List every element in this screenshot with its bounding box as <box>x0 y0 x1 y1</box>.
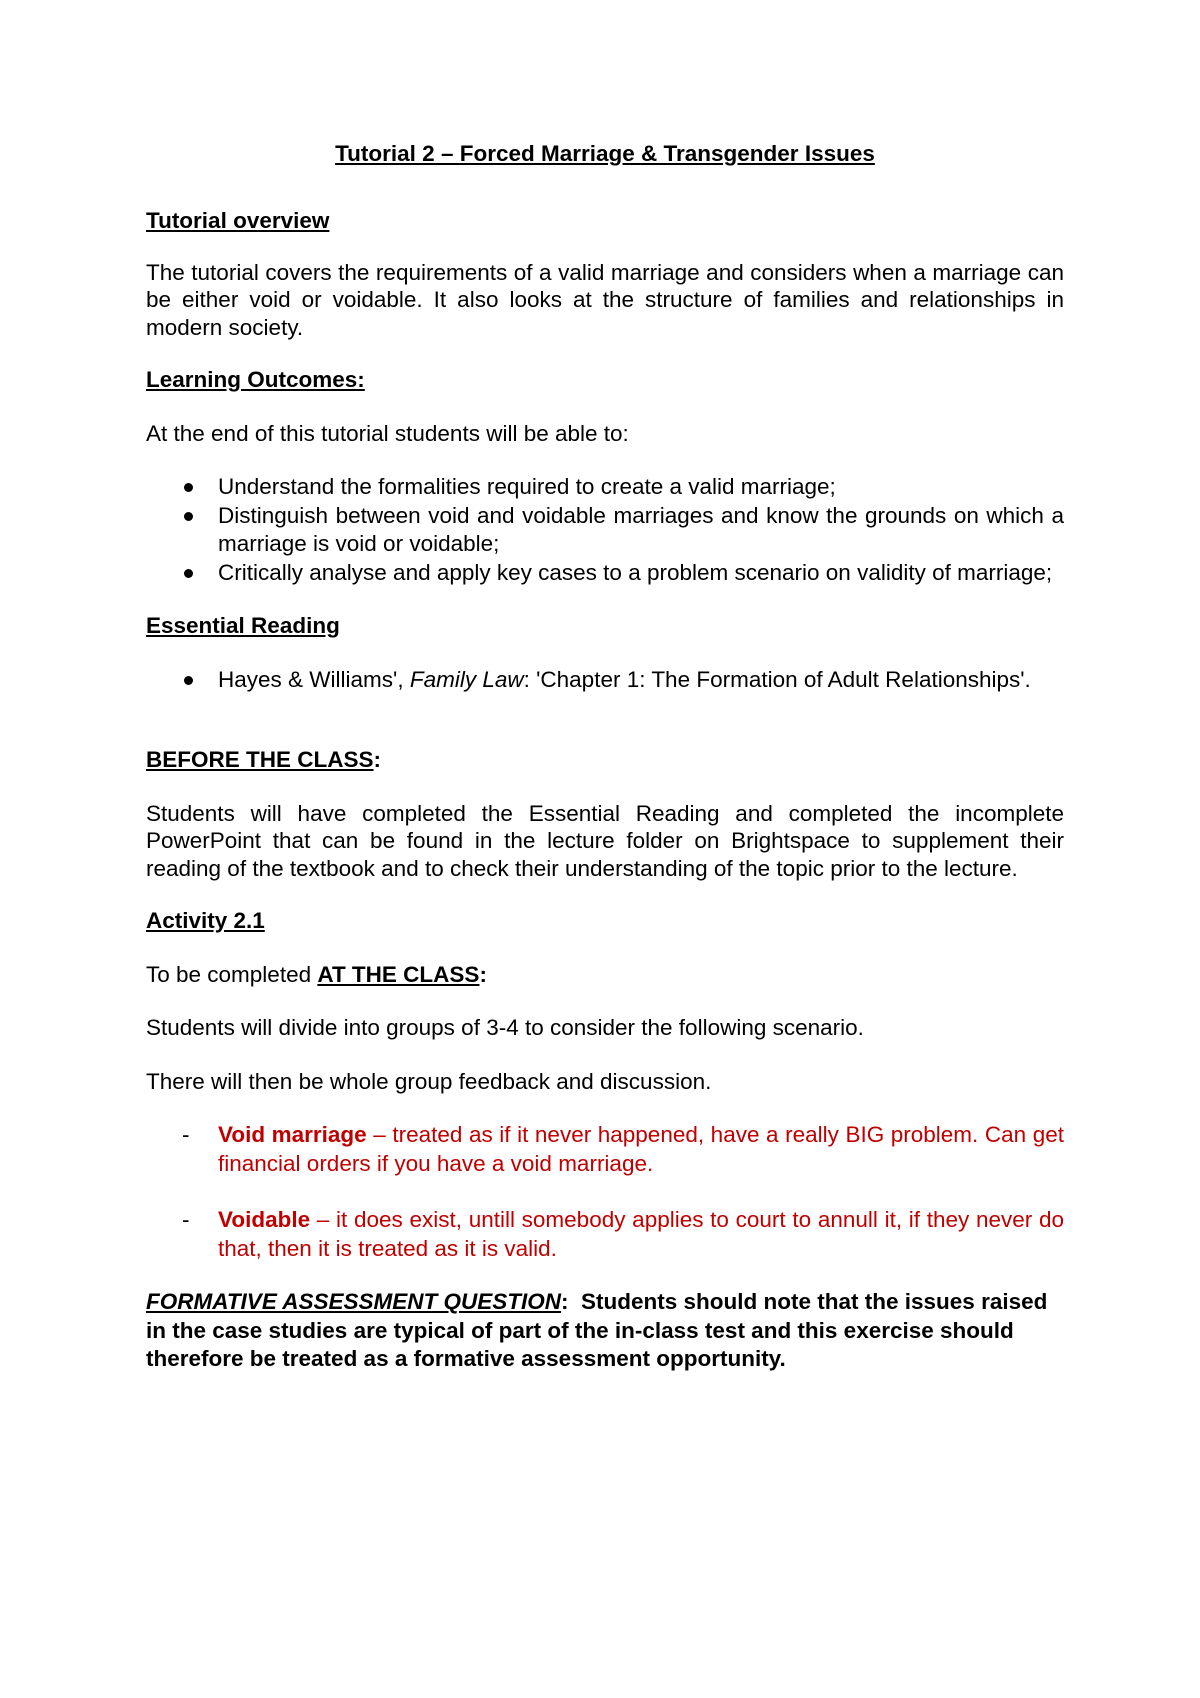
before-class-text: Students will have completed the Essential Reading and completed the incomplete PowerPoint that can be found in the lecture folder on Brightspace to supplement their reading of the textbook and to check their understanding of the topic prior to the lecture. <box>146 800 1064 881</box>
void-marriage-term: Void marriage <box>218 1122 367 1147</box>
before-class-heading: BEFORE THE CLASS <box>146 747 374 772</box>
bullet-icon <box>184 676 193 685</box>
list-item: Understand the formalities required to create a valid marriage; <box>146 473 1064 502</box>
activity-groups-text: Students will divide into groups of 3-4 to consider the following scenario. <box>146 1015 864 1040</box>
document-title: Tutorial 2 – Forced Marriage & Transgender Issues <box>335 141 875 166</box>
bullet-icon <box>184 569 193 578</box>
essential-reading-list <box>146 666 1064 695</box>
bullet-icon <box>184 512 193 521</box>
dash-marker: - <box>182 1122 190 1147</box>
overview-text: The tutorial covers the requirements of a valid marriage and considers when a marriage can be either void or voidable. It also looks at the structure of families and relationships in modern society. <box>146 259 1064 340</box>
essential-reading-heading: Essential Reading <box>146 613 340 638</box>
list-item: Hayes & Williams', Family Law: 'Chapter 1: The Formation of Adult Relationships'. <box>146 666 1064 695</box>
activity-feedback-text: There will then be whole group feedback and discussion. <box>146 1068 712 1094</box>
at-the-class-emphasis: AT THE CLASS <box>317 961 480 987</box>
voidable-term: Voidable <box>218 1207 311 1232</box>
list-item: Distinguish between void and voidable marriages and know the grounds on which a marriage is void or voidable; <box>146 502 1064 559</box>
learning-outcomes-heading: Learning Outcomes: <box>146 367 365 392</box>
formative-label: FORMATIVE ASSESSMENT QUESTION <box>146 1289 562 1314</box>
overview-heading: Tutorial overview <box>146 208 330 233</box>
document-body <box>146 140 1064 1374</box>
before-class-heading-line: BEFORE THE CLASS: <box>146 747 382 772</box>
formative-text: Students should note that the issues raised in the case studies are typical of part of the in-class test and this exercise should therefore be treated as a formative assessment opportunity. <box>146 1289 1054 1371</box>
bullet-icon <box>184 483 193 492</box>
activity-heading: Activity 2.1 <box>146 908 265 933</box>
list-item: Critically analyse and apply key cases to a problem scenario on validity of marriage; <box>146 559 1064 588</box>
learning-outcomes-list <box>146 473 1064 587</box>
voidable-note: - Voidable – it does exist, untill somebody applies to court to annull it, if they never do that, then it is treated as it is valid. <box>182 1207 1064 1261</box>
learning-outcomes-intro: At the end of this tutorial students will be able to: <box>146 420 629 446</box>
formative-assessment: FORMATIVE ASSESSMENT QUESTION: Students should note that the issues raised in the case studies are typical of part of the in-class test and this exercise should therefore be treated as a formative assessment opportunity. <box>146 1289 1054 1371</box>
book-title: Family Law <box>409 666 524 692</box>
activity-complete-line: To be completed AT THE CLASS: <box>146 961 487 987</box>
dash-marker: - <box>182 1207 190 1232</box>
void-marriage-note: - Void marriage – treated as if it never happened, have a really BIG problem. Can get financial orders if you have a void marriage. <box>182 1122 1064 1176</box>
